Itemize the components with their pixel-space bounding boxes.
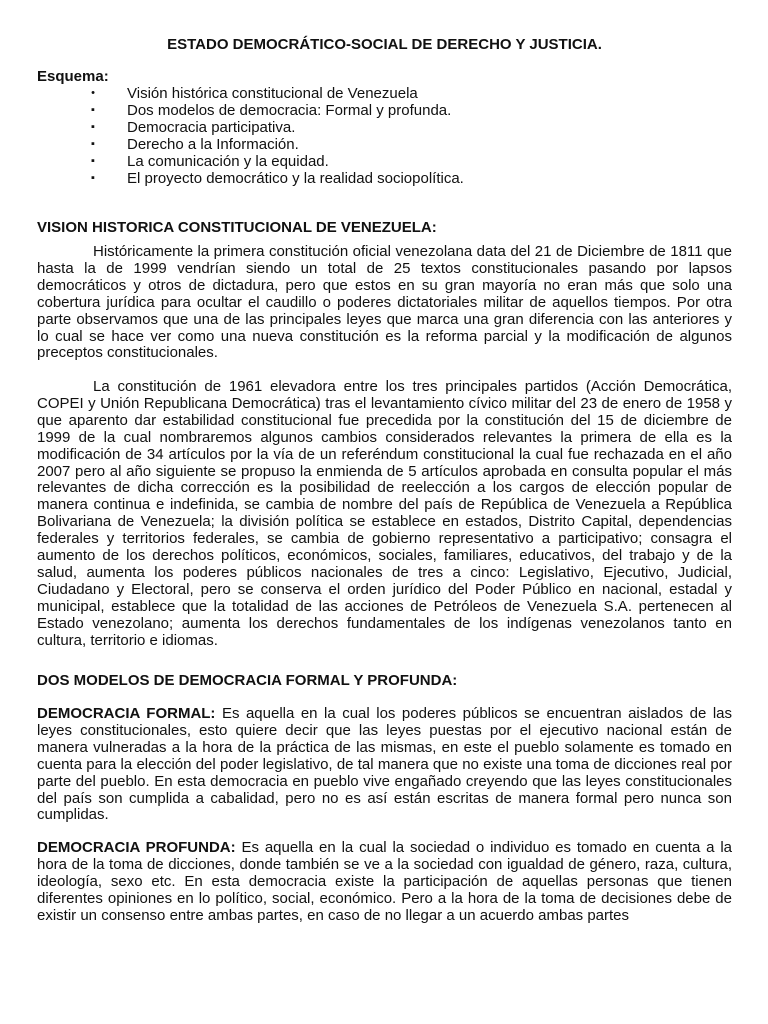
scheme-section: [37, 68, 732, 187]
scheme-item: [37, 85, 732, 102]
bullet-square-icon: ▪: [91, 172, 95, 184]
paragraph-historia-1: Históricamente la primera constitución oficial venezolana data del 21 de Diciembre de 1811 que hasta la de 1999 vendrían siendo un total de 25 textos constitucionales pasando por lapsos democráticos y otros de dictadura, pero que estos en su gran mayoría no eran más que solo una cobertura jurídica para ocultar el caudillo o poderes dictatoriales militar de aquellos tiempos. Por otra parte observamos que una de las principales leyes que marca una gran diferencia con las anteriores y lo cual se hace ver como una nueva constitución es la reforma parcial y la modificación de algunos preceptos constitucionales.: [37, 243, 732, 362]
section-heading-vision-historica: VISION HISTORICA CONSTITUCIONAL DE VENEZUELA:: [37, 219, 437, 236]
definition-democracia-profunda: Es aquella en la cual la sociedad o individuo es tomado en cuenta a la hora de la toma de dicciones, donde también se ve a la sociedad con igualdad de género, raza, cultura, ideología, sexo etc. En esta democracia existe la participación de aquellas personas que tienen diferentes opiniones en lo político, social, económico. Pero a la hora de la toma de decisiones debe de existir un consenso entre ambas partes, en caso de no llegar a un acuerdo ambas partes: [37, 839, 733, 924]
scheme-list: [37, 85, 732, 187]
scheme-item: [37, 102, 732, 119]
bullet-square-icon: ▪: [91, 104, 95, 116]
scheme-item: [37, 136, 732, 153]
document-title: ESTADO DEMOCRÁTICO-SOCIAL DE DERECHO Y JUSTICIA.: [167, 36, 602, 53]
scheme-item-text: Dos modelos de democracia: Formal y profunda.: [127, 102, 452, 119]
scheme-item: [37, 119, 732, 136]
bullet-square-icon: ▪: [91, 121, 95, 133]
scheme-item-text: Derecho a la Información.: [127, 136, 299, 153]
scheme-item-text: El proyecto democrático y la realidad sociopolítica.: [127, 170, 464, 187]
paragraph-historia-2: La constitución de 1961 elevadora entre los tres principales partidos (Acción Democrática, COPEI y Unión Republicana Democrática) tras el levantamiento cívico militar del 23 de enero de 1958 y que aparento dar estabilidad constitucional fue precedida por la constitución del 15 de diciembre de 1999 de la cual nombraremos algunos cambios considerados relevantes la primera de ella es la modificación de 34 artículos por la vía de un referéndum constitucional la cual fue rechazada en el año 2007 pero al año siguiente se propuso la enmienda de 5 artículos aprobada en consulta popular el más relevantes de dicha corrección es la posibilidad de reelección a los cargos de elección popular de manera continua e indefinida, se cambia de nombre del país de República de Venezuela a República Bolivariana de Venezuela; la división política se establece en estados, Distrito Capital, dependencias federales y territorios federales, se cambia de gobierno representativo a participativo; consagra el aumento de los derechos políticos, económicos, sociales, familiares, educativos, del trabajo y de la salud, aumenta los poderes públicos nacionales de tres a cinco: Legislativo, Ejecutivo, Judicial, Ciudadano y Electoral, pero se conserva el orden jurídico del Poder Público en nacional, estadal y municipal, establece que la totalidad de las acciones de Petróleos de Venezuela S.A. pertenecen al Estado venezolano; aumenta los derechos fundamentales de los indígenas venezolanos tanto en cultura, territorio e idiomas.: [37, 378, 732, 649]
term-democracia-formal: DEMOCRACIA FORMAL:: [37, 705, 216, 722]
definition-democracia-formal: Es aquella en la cual los poderes públicos se encuentran aislados de las leyes constitucionales, esto quiere decir que las leyes puestas por el ejecutivo nacional están de manera vulneradas a la hora de la práctica de las mismas, en este el pueblo solamente es tomado en cuenta para la elección del poder legislativo, de tal manera que no existe una toma de dicciones real por parte del pueblo. En esta democracia en pueblo vive engañado creyendo que las leyes constitucionales del país son cumplida a cabalidad, pero no es así están escritas de manera formal pero nunca son cumplidas.: [37, 705, 732, 824]
bullet-dot-icon: •: [91, 87, 95, 99]
paragraph-democracia-profunda: [37, 840, 732, 925]
bullet-square-icon: ▪: [91, 138, 95, 150]
scheme-item: [37, 170, 732, 187]
scheme-item: [37, 153, 732, 170]
scheme-item-text: La comunicación y la equidad.: [127, 153, 329, 170]
bullet-square-icon: ▪: [91, 155, 95, 167]
scheme-item-text: Visión histórica constitucional de Venezuela: [127, 85, 418, 102]
scheme-item-text: Democracia participativa.: [127, 119, 296, 136]
term-democracia-profunda: DEMOCRACIA PROFUNDA:: [37, 839, 236, 856]
paragraph-democracia-formal: [37, 706, 732, 824]
section-heading-dos-modelos: DOS MODELOS DE DEMOCRACIA FORMAL Y PROFUNDA:: [37, 672, 458, 689]
scheme-label: Esquema:: [37, 68, 109, 85]
